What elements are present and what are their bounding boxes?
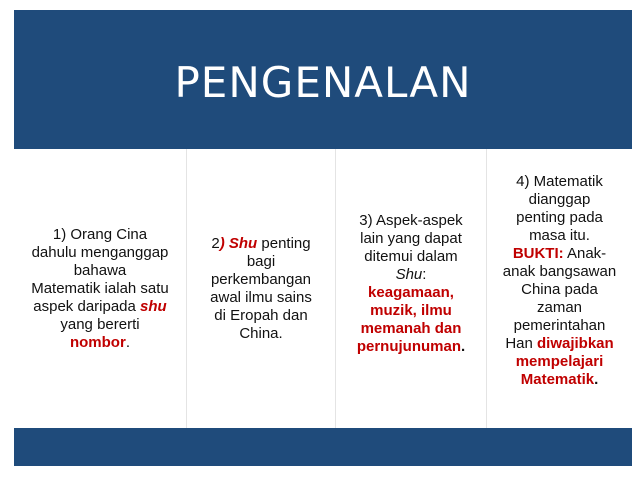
col1-term-nombor: nombor (69, 333, 126, 351)
col2-line: China. (239, 324, 283, 342)
col3-line: 3) Aspek-aspek (359, 211, 463, 229)
col4-line: zaman (536, 298, 583, 316)
col3-term: muzik, ilmu (370, 301, 452, 319)
col2-term-shu: ) Shu (219, 234, 258, 252)
col2-line: 2 (211, 234, 220, 252)
col4-term: mempelajari (515, 352, 604, 370)
col2-line: awal ilmu sains (210, 288, 312, 306)
col3-term: keagamaan, (368, 283, 454, 301)
col1-punct: . (125, 333, 130, 351)
col3-line: lain yang dapat (360, 229, 462, 247)
col2-line: bagi (246, 252, 276, 270)
col1-line: Matematik ialah satu (31, 279, 169, 297)
col1-line: aspek daripada (33, 297, 141, 315)
col2-line: penting (257, 234, 311, 252)
col3-punct: . (461, 337, 466, 355)
col4-line: Han (505, 334, 537, 352)
col3-line: ditemui dalam (364, 247, 458, 265)
col3-term: pernujunuman (356, 337, 461, 355)
col1-line: yang bererti (60, 315, 140, 333)
col4-line: masa itu. (529, 226, 590, 244)
col3-term-shu: Shu (395, 265, 423, 283)
col1-line: bahawa (73, 261, 127, 279)
col2-line: di Eropah dan (214, 306, 308, 324)
col4-line: pemerintahan (513, 316, 606, 334)
column-4-text (503, 173, 616, 389)
col4-line: penting pada (516, 208, 603, 226)
col4-line: Anak- (563, 244, 607, 262)
col3-term: memanah dan (360, 319, 462, 337)
col4-line: China pada (521, 280, 598, 298)
col4-term-bukti: BUKTI: (512, 244, 564, 262)
col4-term: diwajibkan (537, 334, 614, 352)
title-banner (14, 10, 632, 149)
footer-bar (14, 428, 632, 466)
col4-line: 4) Matematik (516, 172, 603, 190)
col3-punct: : (422, 265, 427, 283)
column-4 (487, 149, 632, 428)
col1-term-shu: shu (140, 297, 167, 315)
col1-line: 1) Orang Cina (52, 225, 148, 243)
col4-line: dianggap (528, 190, 591, 208)
col4-punct: . (594, 370, 599, 388)
column-1 (14, 149, 186, 428)
content-table (14, 149, 632, 428)
col2-line: perkembangan (210, 270, 312, 288)
slide-title: PENGENALAN (174, 58, 472, 107)
col1-line: dahulu menganggap (31, 243, 169, 261)
col4-term: Matematik (520, 370, 595, 388)
col4-line: anak bangsawan (502, 262, 617, 280)
column-3-text (357, 212, 465, 356)
column-2 (187, 149, 335, 428)
column-3 (336, 149, 486, 428)
column-2-text (210, 235, 312, 343)
column-1-text (31, 226, 169, 352)
